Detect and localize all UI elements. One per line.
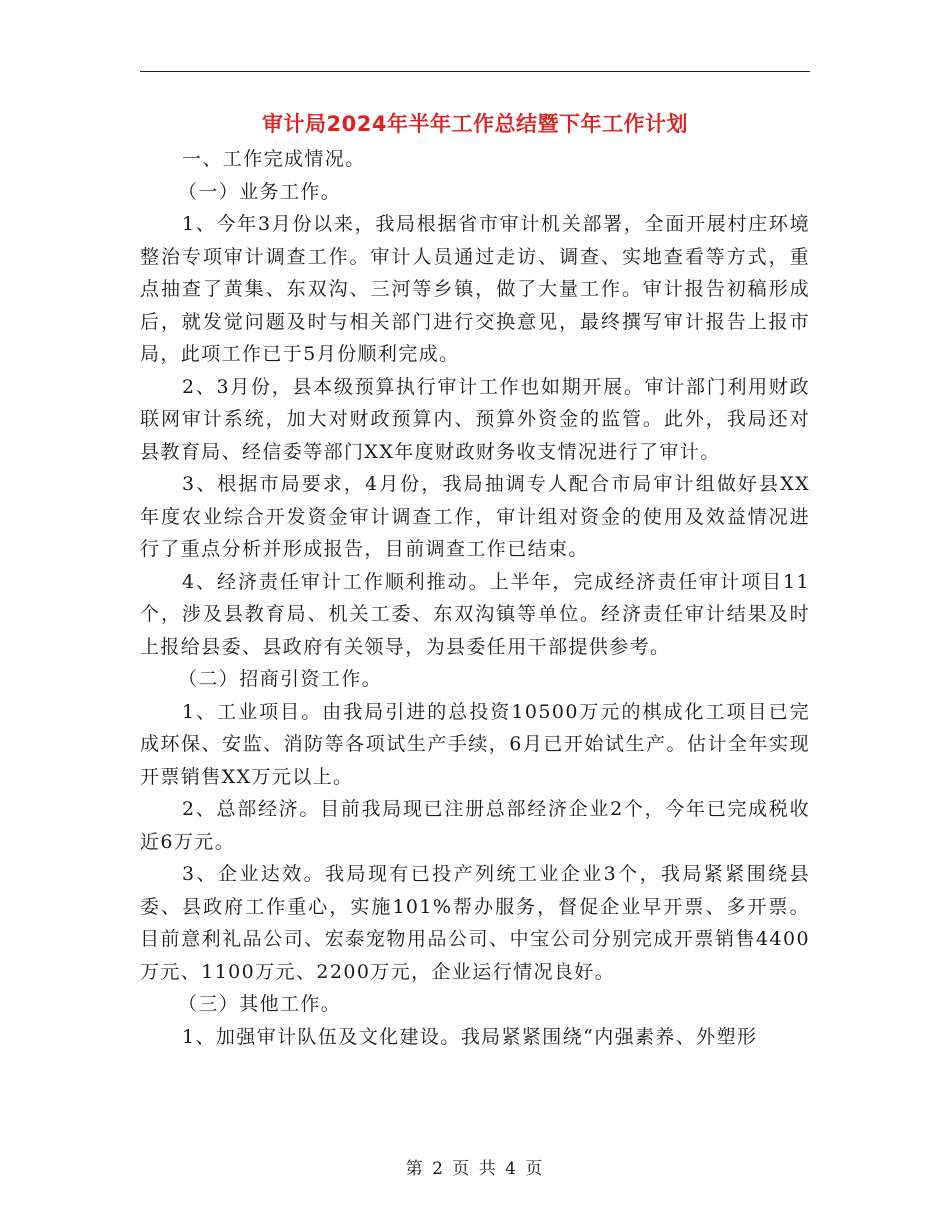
section-heading: 一、工作完成情况。 [182,148,366,170]
paragraph: 2、总部经济。目前我局现已注册总部经济企业2个，今年已完成税收近6万元。 [140,798,810,853]
paragraph: 4、经济责任审计工作顺利推动。上半年，完成经济责任审计项目11个，涉及县教育局、机关工委、东双沟镇等单位。经济责任审计结果及时上报给县委、县政府有关领导，为县委任用干部提供参考。 [140,570,810,658]
sub-heading: （三）其他工作。 [178,993,342,1015]
page-number: 第 2 页 共 4 页 [405,1159,545,1179]
paragraph: 2、3月份，县本级预算执行审计工作也如期开展。审计部门利用财政联网审计系统，加大对财政预算内、预算外资金的监管。此外，我局还对县教育局、经信委等部门XX年度财政财务收支情况进行了审计。 [140,375,810,463]
sub-heading: （二）招商引资工作。 [178,668,383,690]
document-body [140,143,810,1053]
header-rule [140,71,810,72]
paragraph: 3、根据市局要求，4月份，我局抽调专人配合市局审计组做好县XX年度农业综合开发资金审计调查工作，审计组对资金的使用及效益情况进行了重点分析并形成报告，目前调查工作已结束。 [140,473,810,560]
document-title: 审计局2024年半年工作总结暨下年工作计划 [262,112,688,136]
sub-heading: （一）业务工作。 [178,180,342,203]
paragraph: 3、企业达效。我局现有已投产列统工业企业3个，我局紧紧围绕县委、县政府工作重心，实施101%帮办服务，督促企业早开票、多开票。目前意利礼品公司、宏泰宠物用品公司、中宝公司分别完成开票销售4400万元、1100万元、2200万元，企业运行情况良好。 [140,863,810,983]
paragraph: 1、工业项目。由我局引进的总投资10500万元的棋成化工项目已完成环保、安监、消防等各项试生产手续，6月已开始试生产。估计全年实现开票销售XX万元以上。 [140,700,810,788]
paragraph: 1、加强审计队伍及文化建设。我局紧紧围绕“内强素养、外塑形 [182,1025,758,1048]
paragraph: 1、今年3月份以来，我局根据省市审计机关部署，全面开展村庄环境整治专项审计调查工作。审计人员通过走访、调查、实地查看等方式，重点抽查了黄集、东双沟、三河等乡镇，做了大量工作。审计报告初稿形成后，就发觉问题及时与相关部门进行交换意见，最终撰写审计报告上报市局，此项工作已于5月份顺利完成。 [140,213,810,365]
